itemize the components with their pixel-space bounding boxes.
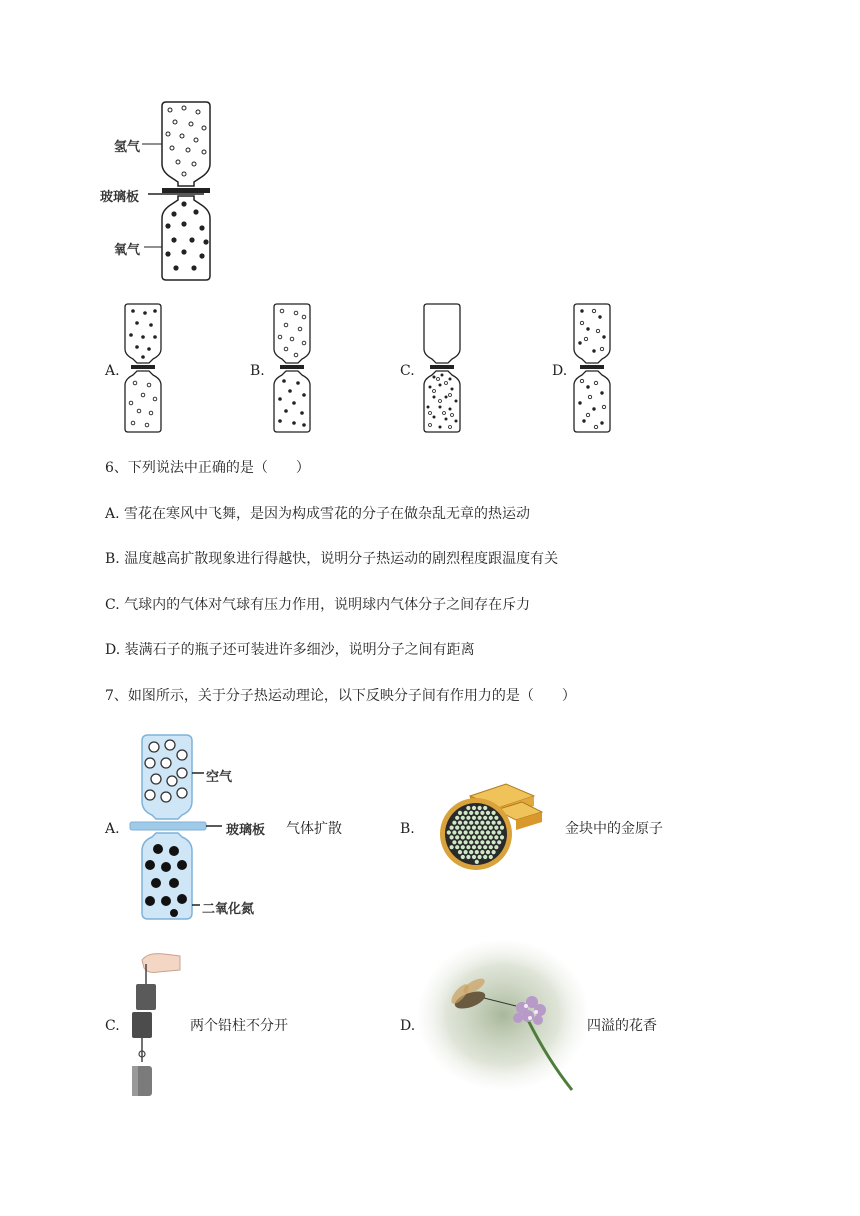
gold-atom [472,845,476,849]
gold-atom [497,830,501,834]
gold-atom [483,826,487,830]
question-7-stem: 7、如图所示，关于分子热运动理论，以下反映分子间有作用力的是（ ） [105,688,576,704]
q7-option-d-caption: 四溢的花香 [587,1018,657,1034]
gold-atom [464,811,468,815]
gold-atom [483,806,487,810]
gold-atom [455,845,459,849]
gold-atom [472,826,476,830]
q7a-label-glass-plate: 玻璃板 [226,823,266,838]
q7-option-b-gold-image [436,766,546,876]
gold-atom [475,811,479,815]
gold-atom [475,850,479,854]
gold-atom [475,821,479,825]
gold-atom [486,840,490,844]
gold-atom [494,826,498,830]
gold-atom [461,845,465,849]
gold-atom [497,821,501,825]
gold-atom [466,806,470,810]
gold-atom [483,855,487,859]
gold-atom [450,826,454,830]
gold-atom [486,830,490,834]
gold-atom [486,811,490,815]
gold-atom [475,830,479,834]
q7-option-b-caption: 金块中的金原子 [565,821,663,837]
q7-option-b-letter: B. [400,821,415,837]
gold-atom [478,835,482,839]
gold-atom [480,830,484,834]
gold-atom [478,855,482,859]
gold-atom [492,821,496,825]
gold-atom [497,840,501,844]
gold-atom [480,811,484,815]
question-6-option-a: A. 雪花在寒风中飞舞，是因为构成雪花的分子在做杂乱无章的热运动 [105,506,531,522]
gold-atom [469,830,473,834]
gold-atom [489,845,493,849]
q7-option-c-lead-cylinders [124,950,184,1100]
gold-atom [494,845,498,849]
gold-atom [464,850,468,854]
gold-atom [469,840,473,844]
option-d-letter: D. [552,363,568,379]
gold-atom [452,830,456,834]
gold-atom [489,835,493,839]
gold-atom [483,845,487,849]
q7-option-a-letter: A. [105,821,120,837]
gold-atom [464,840,468,844]
q7-option-a-caption: 气体扩散 [286,821,342,837]
gold-atom [447,830,451,834]
gold-atom [450,835,454,839]
gold-atom [478,826,482,830]
gold-atom [500,826,504,830]
gold-atom [464,830,468,834]
gold-atom [458,821,462,825]
gold-atom [489,826,493,830]
top-diagram [100,100,230,290]
option-d-bottles [572,303,612,433]
gold-atom [480,821,484,825]
gold-atom [458,830,462,834]
gold-atom [489,855,493,859]
question-6-option-b: B. 温度越高扩散现象进行得越快，说明分子热运动的剧烈程度跟温度有关 [105,551,559,567]
label-glass-plate: 玻璃板 [100,190,140,205]
gold-atom [452,840,456,844]
option-a-letter: A. [105,363,120,379]
gold-atom [500,835,504,839]
gold-atom [494,816,498,820]
q7-option-c-letter: C. [105,1018,120,1034]
gold-atom [492,840,496,844]
gold-atom [486,850,490,854]
gold-atom [483,835,487,839]
gold-atom [475,840,479,844]
gold-atom [458,840,462,844]
gold-atom [466,855,470,859]
gold-atom [455,816,459,820]
q7-option-c-caption: 两个铅柱不分开 [190,1018,288,1034]
gold-atom [492,830,496,834]
question-6-option-c: C. 气球内的气体对气球有压力作用，说明球内气体分子之间存在斥力 [105,597,531,613]
gold-atom [461,816,465,820]
gold-atom [461,826,465,830]
gold-atom [466,845,470,849]
gold-atom [478,806,482,810]
gold-atom [472,816,476,820]
gold-atom [480,840,484,844]
gold-atom [466,835,470,839]
gold-atom [469,821,473,825]
gold-atom [455,826,459,830]
option-a-bottles [123,303,163,433]
gold-atom [489,816,493,820]
gold-atom [472,835,476,839]
gold-atom [450,845,454,849]
gold-atom [469,850,473,854]
q7-option-d-flower-image [418,940,588,1100]
gold-atom [486,821,490,825]
gold-atom [494,835,498,839]
gold-atom [452,821,456,825]
q7a-label-no2: 二氧化氮 [202,902,255,917]
question-6-stem: 6、下列说法中正确的是（ ） [105,460,310,476]
gold-atom [461,855,465,859]
gold-atom [478,816,482,820]
gold-atom [461,835,465,839]
option-c-letter: C. [400,363,415,379]
gold-atom [472,855,476,859]
gold-atom [480,850,484,854]
label-hydrogen: 氢气 [114,140,141,155]
gold-atom [492,850,496,854]
question-6-option-d: D. 装满石子的瓶子还可装进许多细沙，说明分子之间有距离 [105,642,475,658]
gold-atom [469,811,473,815]
option-c-bottles [422,303,462,433]
gold-atom [475,860,479,864]
gold-atom [472,806,476,810]
option-b-letter: B. [250,363,265,379]
gold-atom [455,835,459,839]
gold-atom [458,811,462,815]
gold-atom [464,821,468,825]
q7-option-d-letter: D. [400,1018,416,1034]
gold-atom [492,811,496,815]
label-oxygen: 氧气 [114,243,141,258]
gold-atom [458,850,462,854]
gold-atom [466,826,470,830]
gold-atom [466,816,470,820]
gold-atom [483,816,487,820]
gold-atom [478,845,482,849]
q7-option-a-diffusion-bottles [128,733,228,923]
q7a-label-air: 空气 [206,770,233,785]
option-b-bottles [272,303,312,433]
